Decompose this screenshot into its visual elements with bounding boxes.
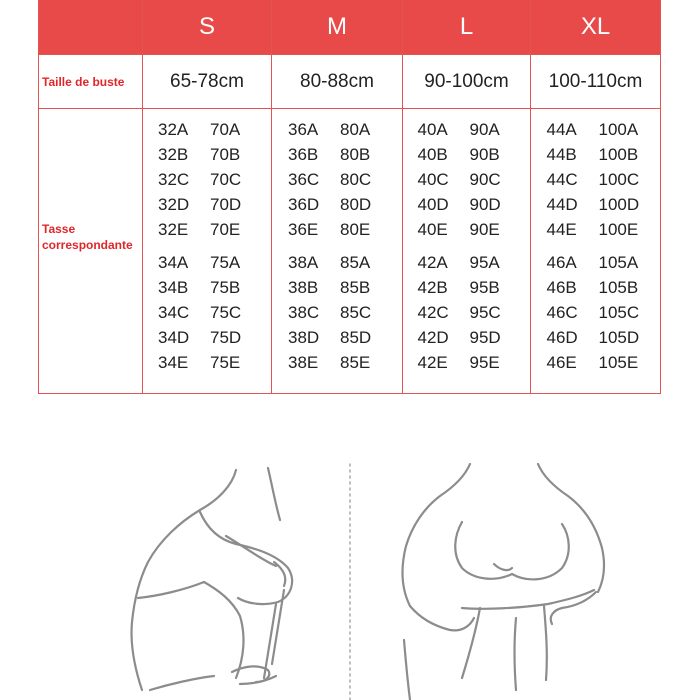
cup-size-row (39, 109, 661, 394)
cup-size-label-cell (39, 109, 143, 394)
cup-group (272, 117, 402, 242)
header-corner (39, 0, 143, 55)
cup-size-band: 40B (417, 145, 448, 164)
cup-size-entry (531, 117, 660, 142)
cup-size-band: 42D (417, 328, 449, 347)
cup-size-band: 42A (417, 253, 448, 272)
cup-size-band: 44C (546, 170, 578, 189)
cup-size-band: 34D (158, 328, 190, 347)
cup-size-eu: 85A (340, 253, 371, 272)
cup-size-band: 36D (288, 195, 320, 214)
cup-size-eu: 90A (469, 120, 500, 139)
cup-size-eu: 100B (598, 145, 639, 164)
cup-size-band: 40C (417, 170, 449, 189)
bust-size-label: Taille de buste (39, 55, 143, 109)
cup-group (403, 117, 530, 242)
cup-size-band: 42B (417, 278, 448, 297)
size-header-xl: XL (531, 0, 661, 55)
cup-size-entry (531, 275, 660, 300)
cup-size-band: 34E (158, 353, 189, 372)
cup-size-entry (403, 192, 530, 217)
cup-size-band: 40E (417, 220, 448, 239)
cup-size-entry (272, 325, 402, 350)
cup-group (143, 250, 271, 375)
cup-size-eu: 100C (598, 170, 640, 189)
bust-value-l: 90-100cm (403, 55, 531, 109)
cup-size-eu: 90E (469, 220, 500, 239)
cup-size-eu: 70C (210, 170, 242, 189)
cup-size-entry (272, 350, 402, 375)
cup-size-eu: 85E (340, 353, 371, 372)
cup-size-eu: 75A (210, 253, 241, 272)
cup-size-eu: 85D (340, 328, 372, 347)
cup-size-eu: 75B (210, 278, 241, 297)
cup-size-eu: 85C (340, 303, 372, 322)
cup-size-entry (272, 275, 402, 300)
cup-size-band: 34C (158, 303, 190, 322)
cup-size-band: 32C (158, 170, 190, 189)
cup-size-entry (143, 217, 271, 242)
size-header-l: L (403, 0, 531, 55)
cup-size-eu: 95E (469, 353, 500, 372)
cup-size-eu: 80C (340, 170, 372, 189)
cup-size-band: 46A (546, 253, 577, 272)
cup-size-eu: 105B (598, 278, 639, 297)
cup-group (403, 250, 530, 375)
bust-value-s: 65-78cm (143, 55, 272, 109)
cup-size-eu: 80E (340, 220, 371, 239)
cup-size-entry (531, 250, 660, 275)
cup-size-band: 36C (288, 170, 320, 189)
size-chart-table (38, 0, 661, 394)
cup-size-entry (272, 192, 402, 217)
cup-size-entry (403, 300, 530, 325)
cup-size-eu: 95C (469, 303, 501, 322)
cup-size-eu: 105E (598, 353, 639, 372)
cup-size-band: 32A (158, 120, 189, 139)
cup-size-band: 32B (158, 145, 189, 164)
cup-size-band: 44D (546, 195, 578, 214)
bust-value-xl: 100-110cm (531, 55, 661, 109)
cup-size-entry (531, 325, 660, 350)
cup-size-band: 38D (288, 328, 320, 347)
cup-size-band: 38C (288, 303, 320, 322)
cup-size-entry (403, 325, 530, 350)
cup-size-entry (143, 142, 271, 167)
cup-group (143, 117, 271, 242)
cup-size-eu: 90D (469, 195, 501, 214)
cup-size-entry (531, 350, 660, 375)
cup-cell-l (403, 109, 531, 394)
cup-size-band: 36A (288, 120, 319, 139)
cup-size-eu: 95A (469, 253, 500, 272)
cup-size-entry (272, 250, 402, 275)
cup-size-entry (531, 300, 660, 325)
cup-size-band: 32D (158, 195, 190, 214)
cup-size-band: 34A (158, 253, 189, 272)
cup-size-entry (403, 167, 530, 192)
cup-cell-s (143, 109, 272, 394)
cup-size-entry (272, 142, 402, 167)
cup-size-band: 40A (417, 120, 448, 139)
cup-size-entry (272, 217, 402, 242)
cup-size-eu: 75C (210, 303, 242, 322)
cup-size-entry (143, 167, 271, 192)
cup-size-entry (143, 275, 271, 300)
cup-size-band: 34B (158, 278, 189, 297)
cup-size-entry (143, 325, 271, 350)
cup-size-band: 44B (546, 145, 577, 164)
cup-size-band: 46B (546, 278, 577, 297)
cup-cell-m (272, 109, 403, 394)
cup-size-band: 36B (288, 145, 319, 164)
cup-size-band: 38E (288, 353, 319, 372)
cup-size-band: 38B (288, 278, 319, 297)
cup-size-entry (272, 300, 402, 325)
cup-size-eu: 90B (469, 145, 500, 164)
cup-size-eu: 80A (340, 120, 371, 139)
cup-size-band: 40D (417, 195, 449, 214)
cup-size-eu: 70D (210, 195, 242, 214)
cup-size-eu: 100A (598, 120, 639, 139)
cup-size-entry (143, 350, 271, 375)
cup-size-entry (531, 217, 660, 242)
cup-size-band: 46E (546, 353, 577, 372)
size-header-row (39, 0, 661, 55)
cup-size-band: 38A (288, 253, 319, 272)
cup-size-eu: 70B (210, 145, 241, 164)
cup-size-label: Tasse correspondante (42, 222, 133, 252)
cup-size-entry (403, 142, 530, 167)
cup-size-entry (143, 192, 271, 217)
cup-group (531, 117, 660, 242)
cup-size-entry (403, 350, 530, 375)
cup-size-entry (531, 142, 660, 167)
cup-size-eu: 70E (210, 220, 241, 239)
cup-size-eu: 80B (340, 145, 371, 164)
cup-size-eu: 95B (469, 278, 500, 297)
size-header-s: S (143, 0, 272, 55)
cup-size-band: 42C (417, 303, 449, 322)
underbust-measurement-front-view (403, 464, 605, 700)
cup-size-band: 44E (546, 220, 577, 239)
measurement-illustrations (0, 440, 700, 700)
cup-size-band: 32E (158, 220, 189, 239)
bust-measurement-side-view (131, 468, 292, 690)
cup-size-entry (403, 250, 530, 275)
cup-size-entry (403, 117, 530, 142)
cup-size-eu: 70A (210, 120, 241, 139)
cup-size-band: 46D (546, 328, 578, 347)
cup-size-band: 36E (288, 220, 319, 239)
cup-size-band: 46C (546, 303, 578, 322)
size-header-m: M (272, 0, 403, 55)
cup-cell-xl (531, 109, 661, 394)
cup-size-entry (531, 167, 660, 192)
cup-size-entry (531, 192, 660, 217)
cup-size-eu: 105A (598, 253, 639, 272)
measurement-guide-drawing (0, 440, 700, 700)
bust-size-row (39, 55, 661, 109)
cup-size-entry (272, 167, 402, 192)
cup-size-band: 42E (417, 353, 448, 372)
cup-size-entry (403, 217, 530, 242)
bust-value-m: 80-88cm (272, 55, 403, 109)
cup-size-eu: 95D (469, 328, 501, 347)
cup-group (272, 250, 402, 375)
cup-size-entry (143, 117, 271, 142)
cup-size-entry (272, 117, 402, 142)
cup-size-entry (143, 250, 271, 275)
cup-size-eu: 105D (598, 328, 640, 347)
cup-size-eu: 80D (340, 195, 372, 214)
cup-size-eu: 75E (210, 353, 241, 372)
cup-size-eu: 100E (598, 220, 639, 239)
cup-size-entry (403, 275, 530, 300)
cup-group (531, 250, 660, 375)
cup-size-eu: 90C (469, 170, 501, 189)
cup-size-eu: 85B (340, 278, 371, 297)
cup-size-entry (143, 300, 271, 325)
cup-size-eu: 105C (598, 303, 640, 322)
cup-size-eu: 75D (210, 328, 242, 347)
cup-size-band: 44A (546, 120, 577, 139)
cup-size-eu: 100D (598, 195, 640, 214)
